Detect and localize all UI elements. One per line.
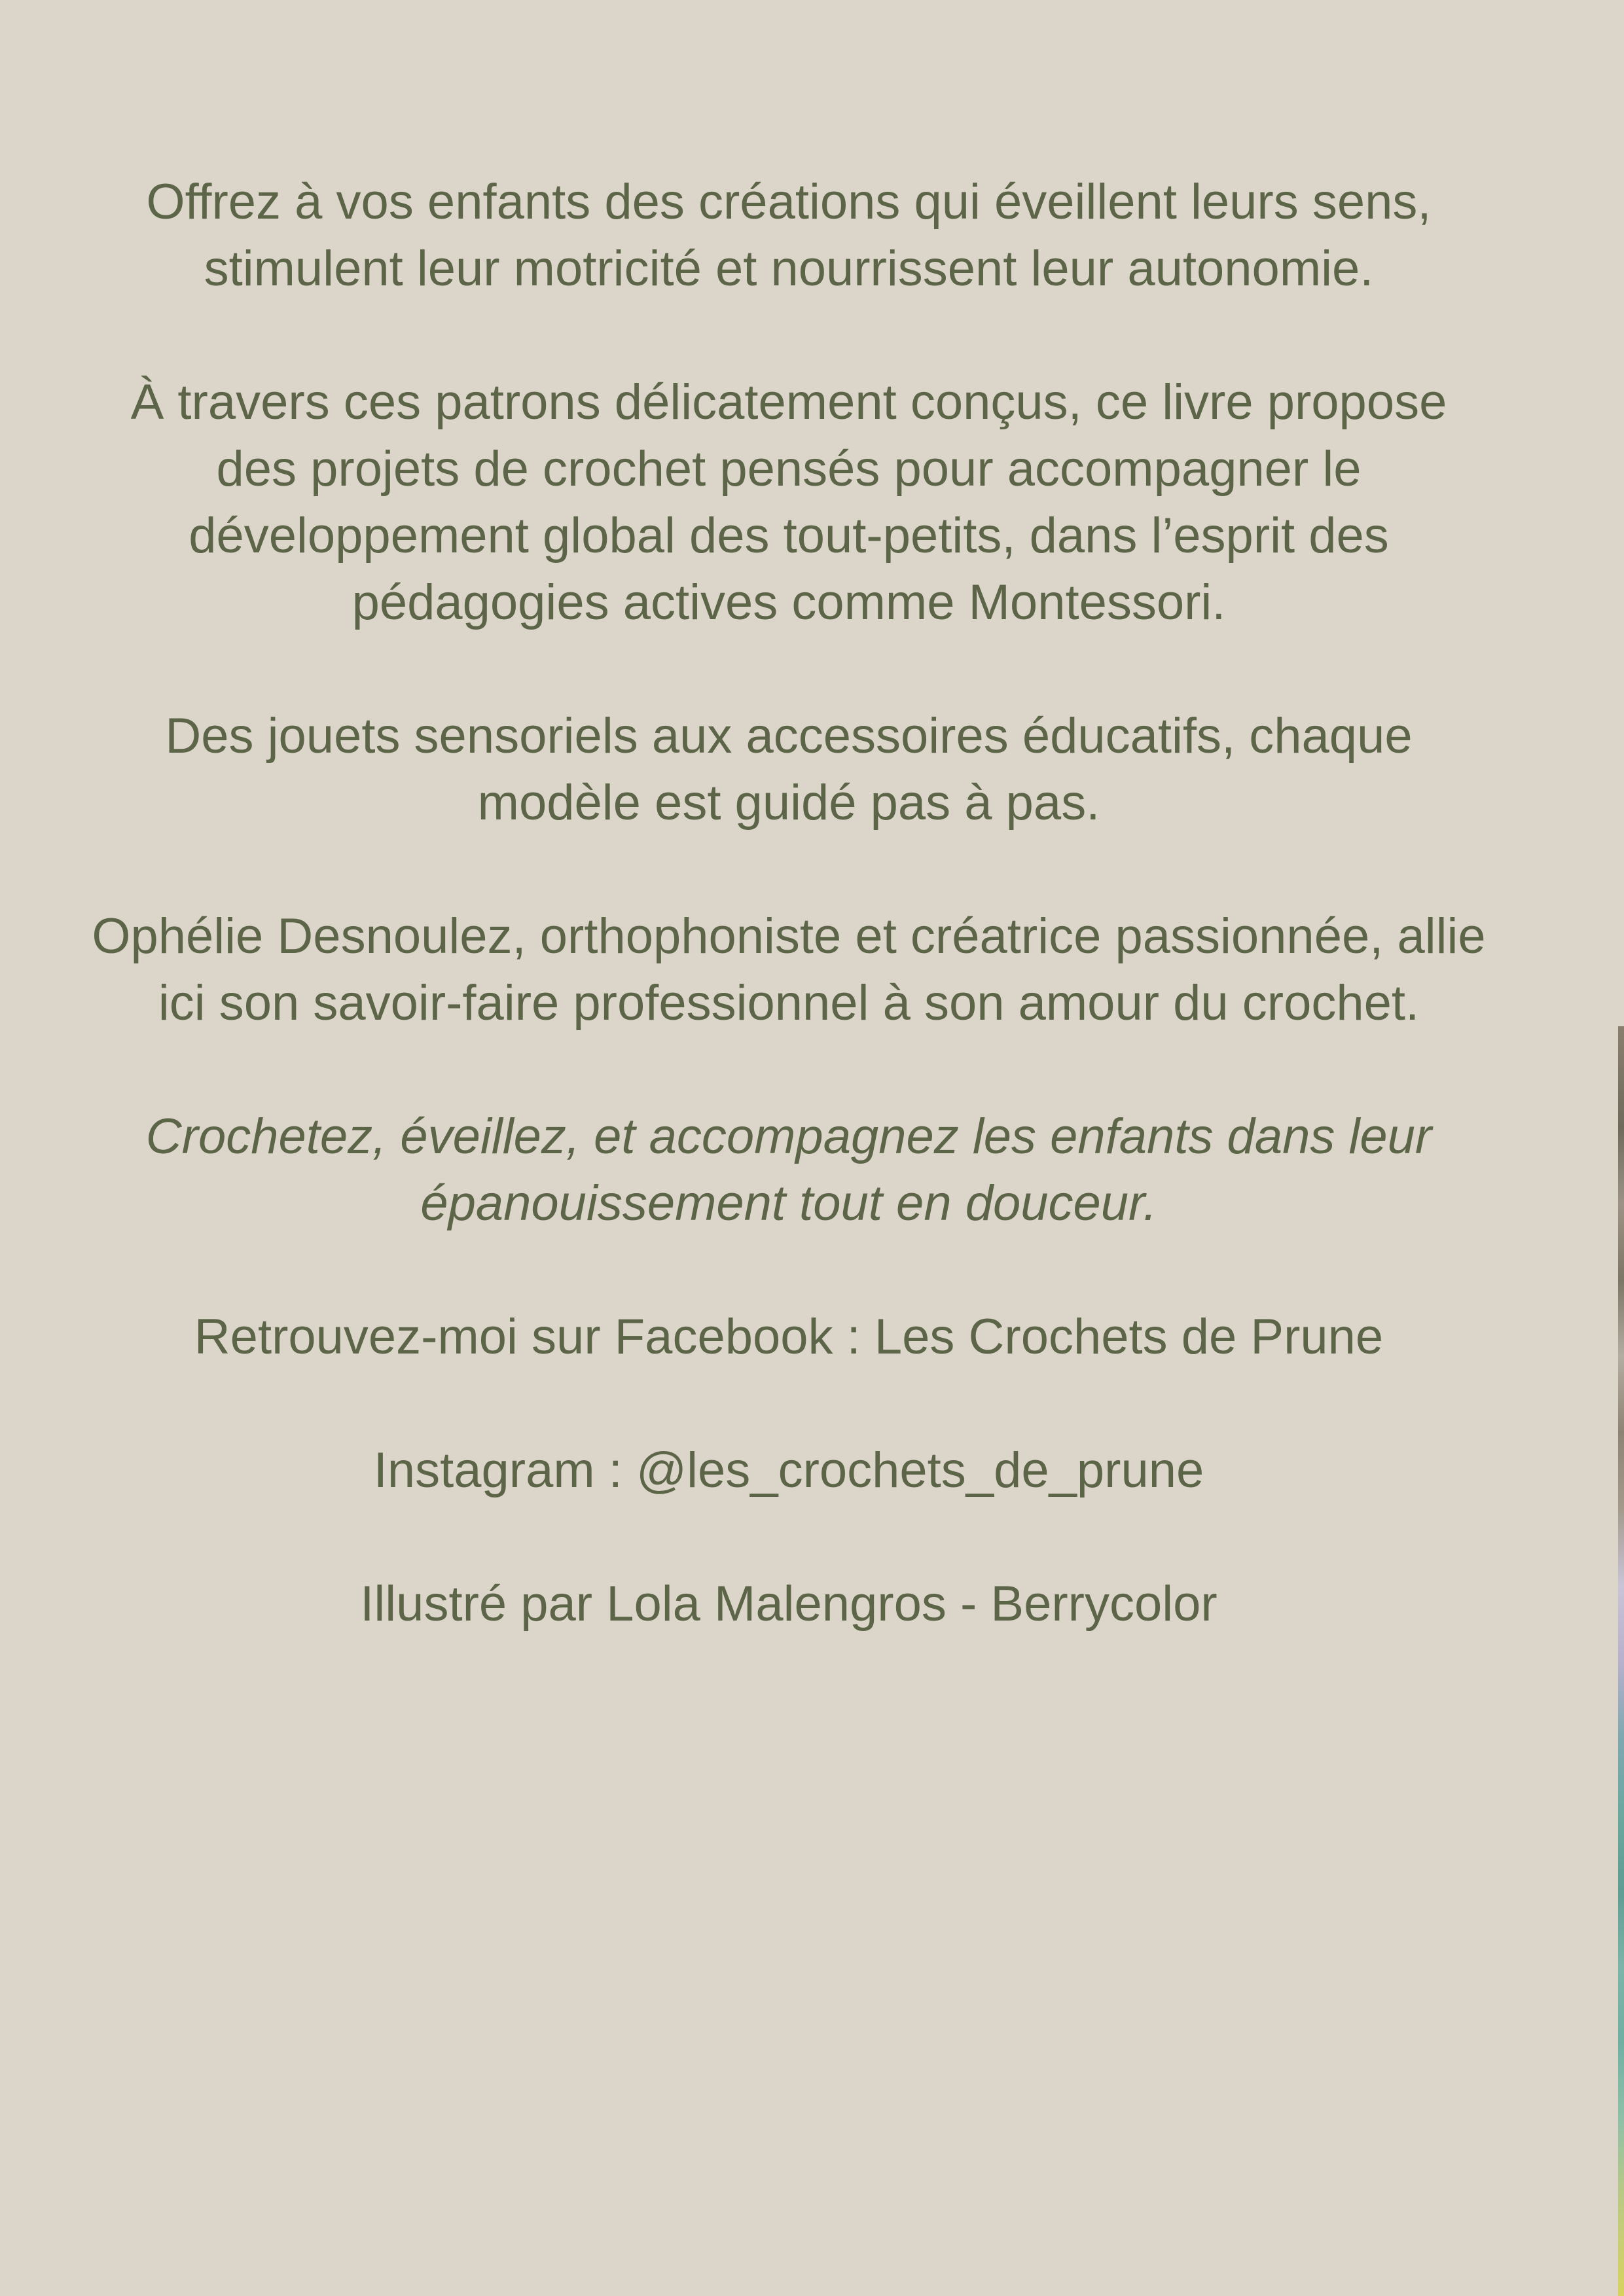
patterns-paragraph: Des jouets sensoriels aux accessoires éducatifs, chaque modèle est guidé pas à pas. xyxy=(165,708,1413,831)
book-description-paragraph: À travers ces patrons délicatement conçus, ce livre propose des projets de crochet pensés pour accompagner le développement global des tout-petits, dans l’esprit des pédagogies actives comme Montessori. xyxy=(130,374,1447,630)
cover-illustration-edge xyxy=(1618,1026,1624,2296)
back-cover-text xyxy=(85,169,1492,1704)
author-bio-paragraph: Ophélie Desnoulez, orthophoniste et créatrice passionnée, allie ici son savoir-faire professionnel à son amour du crochet. xyxy=(92,908,1486,1031)
instagram-line: Instagram : @les_crochets_de_prune xyxy=(373,1443,1204,1498)
illustrator-credit: Illustré par Lola Malengros - Berrycolor xyxy=(360,1576,1218,1632)
facebook-line: Retrouvez-moi sur Facebook : Les Crochets de Prune xyxy=(194,1309,1384,1365)
tagline-paragraph: Crochetez, éveillez, et accompagnez les enfants dans leur épanouissement tout en douceur. xyxy=(145,1109,1432,1231)
intro-paragraph: Offrez à vos enfants des créations qui éveillent leurs sens, stimulent leur motricité et nourrissent leur autonomie. xyxy=(146,174,1432,296)
